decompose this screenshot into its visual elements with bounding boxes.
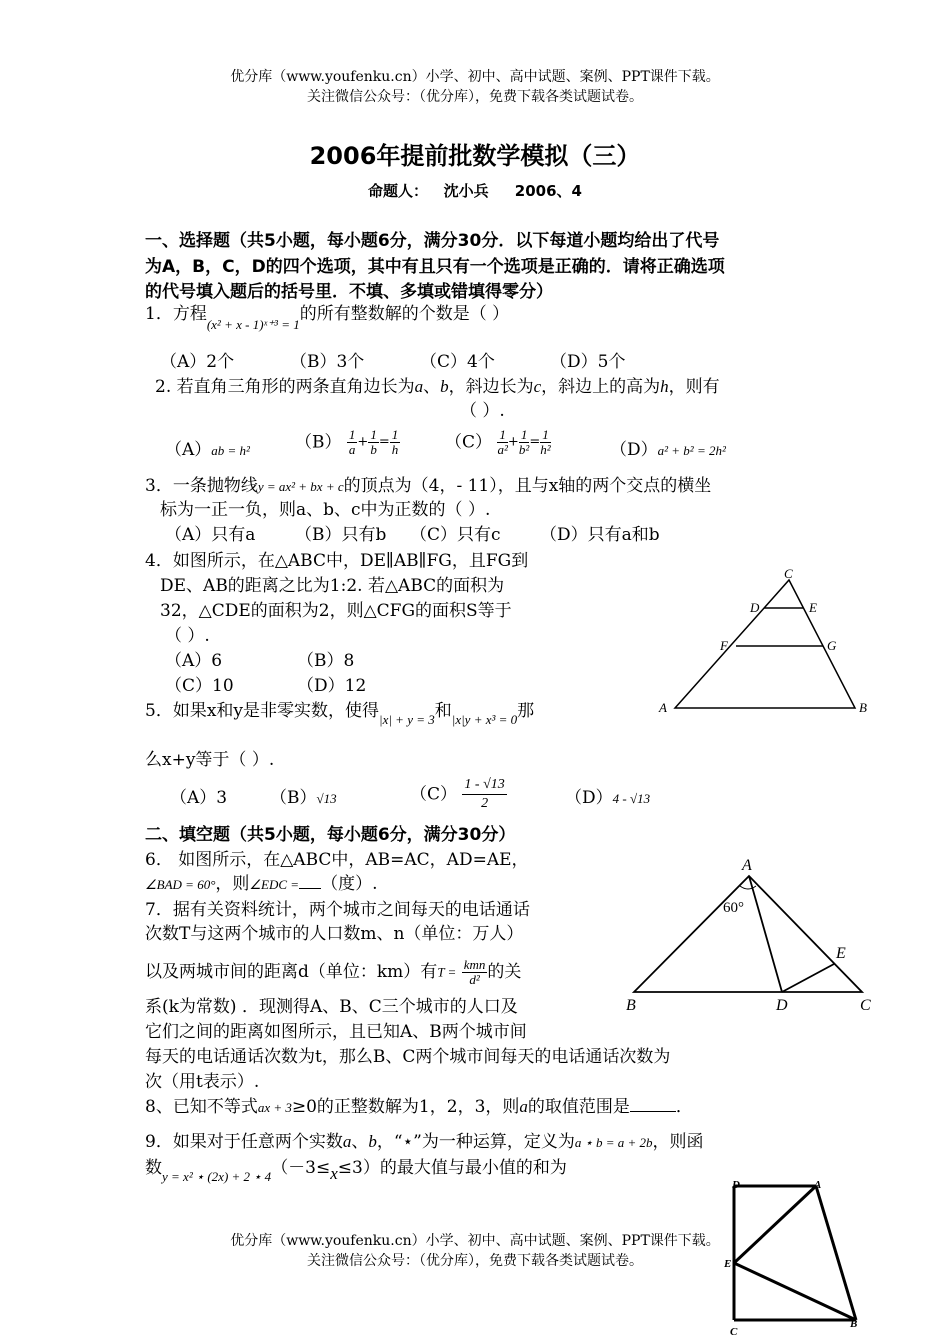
q2-option-c-label: （C） [445, 432, 493, 453]
q9-line-2 [145, 1156, 567, 1184]
q4-label-a: A [659, 700, 667, 715]
q4-label-f: F [720, 638, 728, 653]
q2-line-2: （ ）. [460, 401, 505, 421]
q2-text-pre: 2. 若直角三角形的两条直角边长为 [155, 377, 415, 397]
q2-c-frac-h-den: h² [540, 442, 551, 457]
footer-line-2: 关注微信公众号：（优分库），免费下载各类试题试卷。 [307, 1253, 643, 1269]
q2-option-b [295, 428, 400, 457]
q9-label-c: C [730, 1326, 738, 1338]
q2-b-plus: + [357, 434, 369, 450]
q5-option-d-value: 4 - √13 [612, 791, 651, 806]
q2-c-frac-b-num: 1 [520, 427, 528, 442]
q7-line-3-pre: 以及两城市间的距离d（单位：km）有 [145, 962, 438, 982]
q7-line-5: 它们之间的距离如图所示，且已知A、B两个城市间 [145, 1022, 527, 1042]
q6-label-a: A [742, 857, 752, 874]
q3-line-2: 标为一正一负，则a、b、c中为正数的（ ）. [160, 500, 491, 520]
q2-text-end: ，则有 [668, 377, 720, 397]
q1-pre: 1．方程 [145, 304, 207, 324]
q2-b-frac-a-num: 1 [348, 427, 356, 442]
q6-end: （度）. [321, 874, 378, 894]
q7-line-6: 每天的电话通话次数为t，那么B、C两个城市间每天的电话通话次数为 [145, 1047, 671, 1067]
q6-mid: ，则 [215, 874, 250, 894]
q5-option-c [410, 776, 507, 813]
q2-b-frac-b-den: b [370, 442, 377, 457]
q5-and: 和 [434, 701, 452, 721]
q2-b-frac-a-den: a [348, 442, 356, 457]
q2-c-frac-h [540, 428, 551, 457]
q5-formula-1: |x| + y = 3 [379, 712, 435, 727]
q4-label-d: D [750, 600, 760, 615]
q8-end: 的取值范围是 [527, 1097, 630, 1117]
q4-label-b: B [859, 700, 867, 715]
q6-label-d: D [776, 997, 788, 1012]
q2-option-a-formula: ab = h² [211, 443, 250, 458]
q5-option-c-label: （C） [410, 784, 458, 805]
q9-function: y = x² ⋆ (2x) + 2 ⋆ 4 [162, 1169, 272, 1184]
q2-option-b-label: （B） [295, 432, 342, 453]
q9-mid: ，“⋆”为一种运算，定义为 [376, 1132, 575, 1152]
footer-line-1: 优分库（www.youfenku.cn）小学、初中、高中试题、案例、PPT课件下载。 [230, 1233, 720, 1249]
q9-range-pre: （－3≤ [271, 1158, 331, 1178]
q7-line-4: 系(k为常数) ．现测得A、B、C三个城市的人口及 [145, 997, 518, 1017]
q4-line-2: DE、AB的距离之比为1:2. 若△ABC的面积为 [160, 576, 505, 596]
q6-label-60: 60° [723, 900, 744, 916]
q2-b-frac-h-den: h [391, 442, 399, 457]
q8-pre: 8、已知不等式 [145, 1097, 258, 1117]
q5-option-b [270, 786, 337, 811]
q6-label-e: E [836, 945, 846, 962]
q9-end: ，则函 [652, 1132, 704, 1152]
q5-option-b-value: √13 [316, 791, 337, 806]
q4-label-g: G [827, 638, 837, 653]
q3-pre: 3．一条抛物线 [145, 476, 258, 496]
q3-post: 的顶点为（4，- 11），且与x轴的两个交点的横坐 [343, 476, 712, 496]
q4-label-e: E [809, 600, 817, 615]
page-title: 2006年提前批数学模拟（三） [309, 142, 641, 170]
q2-b-frac-h [390, 428, 401, 457]
q2-b-frac-a [347, 428, 358, 457]
page-subtitle: 命题人： 沈小兵 2006、4 [368, 182, 582, 200]
q9-definition: a ⋆ b = a + 2b [574, 1135, 653, 1150]
q5-post: 那 [517, 701, 535, 721]
q1-post: 的所有整数解的个数是（ ） [299, 304, 510, 324]
q5-option-c-num: 1 - √13 [462, 776, 506, 795]
q6-triangle-abc [634, 876, 862, 992]
q2-var-c: c [533, 377, 542, 396]
q9-label-a: A [814, 1179, 822, 1191]
q6-label-b: B [626, 997, 636, 1012]
q6-angle-arc [740, 886, 756, 889]
q3-option-a: （A）只有a [165, 525, 256, 545]
q2-option-d-formula: a² + b² = 2h² [657, 443, 726, 458]
q9-segment-eb [734, 1263, 856, 1320]
q4-line-4: （ ）. [165, 626, 210, 646]
q4-line-3: 32，△CDE的面积为2，则△CFG的面积S等于 [160, 601, 512, 621]
q2-option-d [610, 438, 726, 463]
q1-option-c: （C）4个 [420, 352, 495, 372]
q2-text-mid: ，斜边长为 [448, 377, 534, 397]
q6-line-1: 6． 如图所示，在△ABC中，AB=AC，AD=AE， [145, 850, 529, 870]
q7-formula-t: T = [437, 964, 457, 980]
q3-option-d: （D）只有a和b [540, 525, 660, 545]
q2-option-a-label: （A） [165, 440, 212, 460]
q2-option-a [165, 438, 250, 463]
q5-option-c-den: 2 [481, 796, 489, 811]
q5-formula-2: |x|y + x³ = 0 [451, 712, 518, 727]
q6-line-2 [145, 872, 378, 897]
q8-formula: ax + 3 [257, 1100, 292, 1115]
q3-option-b: （B）只有b [295, 525, 387, 545]
q4-figure [655, 562, 880, 722]
q7-frac-num: kmn [463, 957, 486, 972]
q2-c-frac-b [519, 428, 530, 457]
q1-option-a: （A）2个 [160, 352, 235, 372]
q7-line-3-post: 的关 [487, 962, 522, 982]
q5-option-d [565, 786, 650, 811]
q5-pre: 5．如果x和y是非零实数，使得 [145, 701, 380, 721]
q6-answer-blank[interactable] [299, 872, 321, 889]
q6-angle-bad: ∠BAD = 60° [145, 877, 216, 892]
q9-var-a: a [342, 1132, 352, 1151]
q6-label-c: C [860, 997, 871, 1012]
q2-var-h: h [660, 377, 669, 396]
q5-option-c-frac [462, 776, 506, 813]
q1-formula: (x² + x - 1)ˣ⁺³ = 1 [206, 317, 300, 332]
q7-line-7: 次（用t表示）. [145, 1072, 260, 1092]
q2-line-1 [155, 375, 720, 399]
q9-sep: 、 [351, 1132, 369, 1152]
q2-option-c [445, 428, 551, 457]
section1-line-1: 一、选择题（共5小题，每小题6分，满分30分．以下每道小题均给出了代号 [145, 231, 720, 251]
q2-c-eq: = [529, 434, 541, 450]
q4-line-1: 4．如图所示，在△ABC中，DE∥AB∥FG，且FG到 [145, 551, 529, 571]
q6-figure [622, 852, 882, 1012]
q2-b-frac-b [368, 428, 379, 457]
q8-end2: ． [675, 1097, 693, 1117]
q7-line-3 [145, 958, 521, 987]
q8-post: ≥0的正整数解为1，2，3，则 [291, 1097, 520, 1117]
q7-formula-frac [462, 958, 488, 987]
q2-c-frac-a [497, 428, 508, 457]
q9-var-x: x [330, 1164, 338, 1183]
q3-formula: y = ax² + bx + c [257, 479, 344, 494]
section1-line-3: 的代号填入题后的括号里．不填、多填或错填得零分） [145, 282, 553, 302]
q5-option-b-label: （B） [270, 788, 317, 808]
q8-line [145, 1095, 693, 1120]
q4-option-a: （A）6 [165, 651, 223, 671]
q4-label-c: C [784, 566, 793, 581]
q9-pre: 9．如果对于任意两个实数 [145, 1132, 343, 1152]
q5-line-1 [145, 699, 535, 727]
q4-option-c: （C）10 [165, 676, 234, 696]
q7-line-1: 7．据有关资料统计，两个城市之间每天的电话通话 [145, 900, 530, 920]
q2-c-frac-a-num: 1 [499, 427, 506, 442]
q2-sep: 、 [423, 377, 441, 397]
header-line-2: 关注微信公众号：（优分库），免费下载各类试题试卷。 [307, 89, 643, 105]
q2-c-frac-h-num: 1 [542, 427, 549, 442]
q2-var-b: b [440, 377, 449, 396]
section1-line-2: 为A，B，C，D的四个选项，其中有且只有一个选项是正确的．请将正确选项 [145, 257, 725, 277]
q5-option-a: （A）3 [170, 788, 228, 808]
q8-var-a: a [519, 1097, 528, 1116]
q9-line-1 [145, 1130, 704, 1155]
q9-line-2-pre: 数 [145, 1158, 162, 1178]
q2-var-a: a [414, 377, 424, 396]
q2-c-plus: + [507, 434, 519, 450]
q2-c-frac-b-den: b² [518, 442, 530, 457]
q2-option-d-label: （D） [610, 440, 658, 460]
section2-heading: 二、填空题（共5小题，每小题6分，满分30分） [145, 825, 516, 845]
q6-segment-de [782, 964, 834, 992]
q3-line-1 [145, 474, 711, 499]
q9-range-post: ≤3）的最大值与最小值的和为 [337, 1158, 567, 1178]
q9-label-b: B [850, 1318, 858, 1330]
header-line-1: 优分库（www.youfenku.cn）小学、初中、高中试题、案例、PPT课件下载。 [230, 69, 720, 85]
q7-frac-den: d² [469, 972, 480, 987]
q2-b-eq: = [378, 434, 390, 450]
q1-option-d: （D）5个 [550, 352, 626, 372]
q2-text-mid2: ，斜边上的高为 [541, 377, 661, 397]
q9-var-b: b [368, 1132, 377, 1151]
q1-line [145, 302, 510, 332]
q5-line-2: 么x+y等于（ ）. [145, 750, 275, 770]
q2-b-frac-h-num: 1 [391, 427, 399, 442]
q2-b-frac-b-num: 1 [370, 427, 377, 442]
q9-label-d: D [732, 1179, 740, 1191]
q9-label-e: E [724, 1258, 732, 1270]
q5-option-d-label: （D） [565, 788, 613, 808]
q3-option-c: （C）只有c [410, 525, 501, 545]
q7-line-2: 次数T与这两个城市的人口数m、n（单位：万人） [145, 924, 524, 944]
q2-c-frac-a-den: a² [497, 442, 508, 457]
q8-answer-blank[interactable] [630, 1095, 676, 1112]
q1-option-b: （B）3个 [290, 352, 365, 372]
q4-option-b: （B）8 [297, 651, 355, 671]
q6-angle-edc: ∠EDC = [249, 877, 300, 892]
q4-option-d: （D）12 [297, 676, 367, 696]
